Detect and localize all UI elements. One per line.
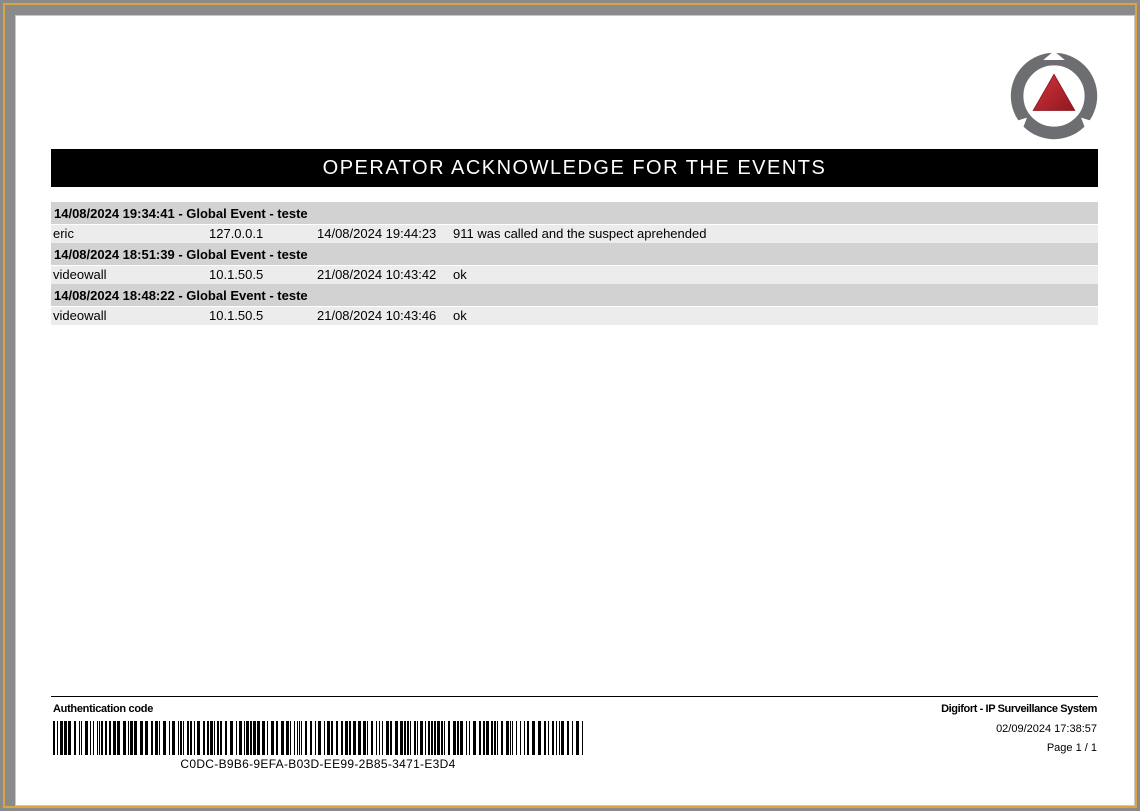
barcode-bar — [101, 721, 103, 755]
ack-time: 21/08/2024 10:43:46 — [317, 308, 437, 323]
ack-comment: ok — [453, 267, 467, 282]
barcode-bar — [140, 721, 143, 755]
barcode-bar — [64, 721, 67, 755]
barcode-bar — [214, 721, 215, 755]
barcode-bar — [497, 721, 498, 755]
barcode-bar — [473, 721, 476, 755]
barcode-bar — [532, 721, 535, 755]
barcode-bar — [501, 721, 503, 755]
barcode-bar — [395, 721, 398, 755]
barcode-bar — [207, 721, 209, 755]
barcode-bar — [363, 721, 366, 755]
barcode-bar — [105, 721, 107, 755]
barcode-bar — [431, 721, 433, 755]
digifort-logo — [1009, 51, 1099, 141]
barcode-bar — [109, 721, 111, 755]
event-group-header: 14/08/2024 19:34:41 - Global Event - teste — [51, 202, 1098, 224]
barcode-bar — [81, 721, 82, 755]
barcode-bar — [239, 721, 242, 755]
barcode-bar — [159, 721, 160, 755]
barcode-bar — [544, 721, 546, 755]
barcode-bar — [276, 721, 278, 755]
barcode-bar — [203, 721, 205, 755]
barcode-bar — [60, 721, 63, 755]
auth-barcode — [53, 721, 583, 755]
barcode-bar — [434, 721, 436, 755]
barcode-bar — [257, 721, 260, 755]
barcode-bar — [552, 721, 554, 755]
barcode-bar — [390, 721, 392, 755]
barcode-bar — [466, 721, 467, 755]
auth-code-label: Authentication code — [53, 703, 154, 715]
ack-time: 21/08/2024 10:43:42 — [317, 267, 437, 282]
barcode-bar — [417, 721, 418, 755]
barcode-bar — [559, 721, 560, 755]
barcode-bar — [297, 721, 298, 755]
barcode-bar — [448, 721, 450, 755]
barcode-bar — [410, 721, 411, 755]
barcode-bar — [382, 721, 383, 755]
barcode-bar — [281, 721, 284, 755]
barcode-bar — [538, 721, 541, 755]
ack-row — [51, 307, 1098, 325]
barcode-bar — [130, 721, 133, 755]
report-title: OPERATOR ACKNOWLEDGE FOR THE EVENTS — [51, 149, 1098, 187]
system-name: Digifort - IP Surveillance System — [941, 703, 1097, 715]
barcode-bar — [491, 721, 493, 755]
barcode-bar — [145, 721, 148, 755]
barcode-bar — [178, 721, 179, 755]
barcode-bar — [572, 721, 573, 755]
barcode-bar — [123, 721, 126, 755]
barcode-bar — [286, 721, 289, 755]
barcode-bar — [113, 721, 116, 755]
barcode-bar — [151, 721, 153, 755]
barcode-bar — [520, 721, 521, 755]
barcode-bar — [420, 721, 423, 755]
ack-row — [51, 266, 1098, 284]
barcode-bar — [217, 721, 219, 755]
barcode-bar — [358, 721, 361, 755]
barcode-bar — [349, 721, 351, 755]
barcode-bar — [371, 721, 373, 755]
ack-time: 14/08/2024 19:44:23 — [317, 226, 437, 241]
barcode-bar — [400, 721, 403, 755]
barcode-bar — [57, 721, 58, 755]
barcode-bar — [510, 721, 511, 755]
ack-ip: 127.0.0.1 — [209, 226, 264, 241]
barcode-bar — [567, 721, 569, 755]
barcode-bar — [379, 721, 380, 755]
barcode-bar — [441, 721, 443, 755]
barcode-bar — [414, 721, 416, 755]
barcode-bar — [290, 721, 291, 755]
barcode-bar — [453, 721, 456, 755]
barcode-bar — [299, 721, 300, 755]
barcode-bar — [469, 721, 470, 755]
ack-user: videowall — [53, 308, 107, 323]
barcode-bar — [183, 721, 184, 755]
barcode-bar — [556, 721, 557, 755]
barcode-bar — [305, 721, 307, 755]
barcode-bar — [93, 721, 94, 755]
barcode-bar — [253, 721, 256, 755]
event-group-header: 14/08/2024 18:48:22 - Global Event - teste — [51, 284, 1098, 306]
ack-ip: 10.1.50.5 — [209, 308, 264, 323]
barcode-bar — [315, 721, 316, 755]
footer-divider — [51, 696, 1098, 697]
barcode-bar — [527, 721, 529, 755]
barcode-bar — [404, 721, 406, 755]
barcode-bar — [155, 721, 158, 755]
barcode-bar — [68, 721, 71, 755]
barcode-bar — [294, 721, 295, 755]
barcode-bar — [85, 721, 88, 755]
barcode-bar — [99, 721, 100, 755]
barcode-bar — [79, 721, 80, 755]
barcode-bar — [341, 721, 343, 755]
barcode-bar — [74, 721, 76, 755]
barcode-bar — [244, 721, 245, 755]
page-number: Page 1 / 1 — [1046, 742, 1097, 754]
barcode-bar — [271, 721, 274, 755]
barcode-bar — [444, 721, 445, 755]
event-group-header: 14/08/2024 18:51:39 - Global Event - teste — [51, 243, 1098, 265]
barcode-bar — [187, 721, 189, 755]
barcode-bar — [353, 721, 356, 755]
barcode-bar — [483, 721, 485, 755]
barcode-bar — [457, 721, 459, 755]
barcode-bar — [180, 721, 182, 755]
barcode-bar — [267, 721, 268, 755]
barcode-bar — [250, 721, 252, 755]
barcode-bar — [262, 721, 265, 755]
barcode-bar — [460, 721, 463, 755]
barcode-bar — [327, 721, 330, 755]
barcode-bar — [524, 721, 525, 755]
barcode-bar — [301, 721, 302, 755]
barcode-bar — [336, 721, 338, 755]
barcode-bar — [194, 721, 195, 755]
ack-row — [51, 225, 1098, 243]
ack-user: eric — [53, 226, 74, 241]
barcode-bar — [225, 721, 227, 755]
barcode-bar — [516, 721, 517, 755]
barcode-bar — [561, 721, 564, 755]
barcode-bar — [376, 721, 377, 755]
barcode-bar — [163, 721, 166, 755]
barcode-bar — [437, 721, 440, 755]
barcode-bar — [236, 721, 237, 755]
barcode-bar — [190, 721, 192, 755]
barcode-bar — [230, 721, 233, 755]
barcode-bar — [169, 721, 170, 755]
barcode-bar — [210, 721, 213, 755]
barcode-bar — [494, 721, 496, 755]
barcode-bar — [324, 721, 325, 755]
barcode-bar — [512, 721, 513, 755]
barcode-bar — [576, 721, 579, 755]
barcode-bar — [407, 721, 409, 755]
barcode-bar — [310, 721, 312, 755]
barcode-bar — [367, 721, 368, 755]
barcode-bar — [386, 721, 389, 755]
barcode-bar — [117, 721, 120, 755]
barcode-bar — [134, 721, 137, 755]
barcode-bar — [486, 721, 489, 755]
barcode-bar — [548, 721, 549, 755]
ack-comment: ok — [453, 308, 467, 323]
barcode-bar — [97, 721, 98, 755]
barcode-bar — [90, 721, 91, 755]
ack-user: videowall — [53, 267, 107, 282]
barcode-bar — [345, 721, 348, 755]
barcode-bar — [479, 721, 481, 755]
barcode-bar — [53, 721, 55, 755]
barcode-bar — [128, 721, 129, 755]
report-frame — [3, 3, 1137, 808]
barcode-bar — [506, 721, 509, 755]
ack-comment: 911 was called and the suspect aprehended — [453, 226, 707, 241]
auth-code-text: C0DC-B9B6-9EFA-B03D-EE99-2B85-3471-E3D4 — [180, 757, 456, 771]
barcode-bar — [425, 721, 426, 755]
barcode-bar — [582, 721, 583, 755]
generated-timestamp: 02/09/2024 17:38:57 — [996, 723, 1097, 735]
barcode-bar — [197, 721, 200, 755]
ack-ip: 10.1.50.5 — [209, 267, 264, 282]
barcode-bar — [318, 721, 321, 755]
barcode-bar — [428, 721, 430, 755]
report-page — [15, 15, 1135, 806]
barcode-bar — [220, 721, 222, 755]
barcode-bar — [246, 721, 249, 755]
events-list — [51, 202, 1098, 325]
barcode-bar — [172, 721, 175, 755]
barcode-bar — [331, 721, 333, 755]
